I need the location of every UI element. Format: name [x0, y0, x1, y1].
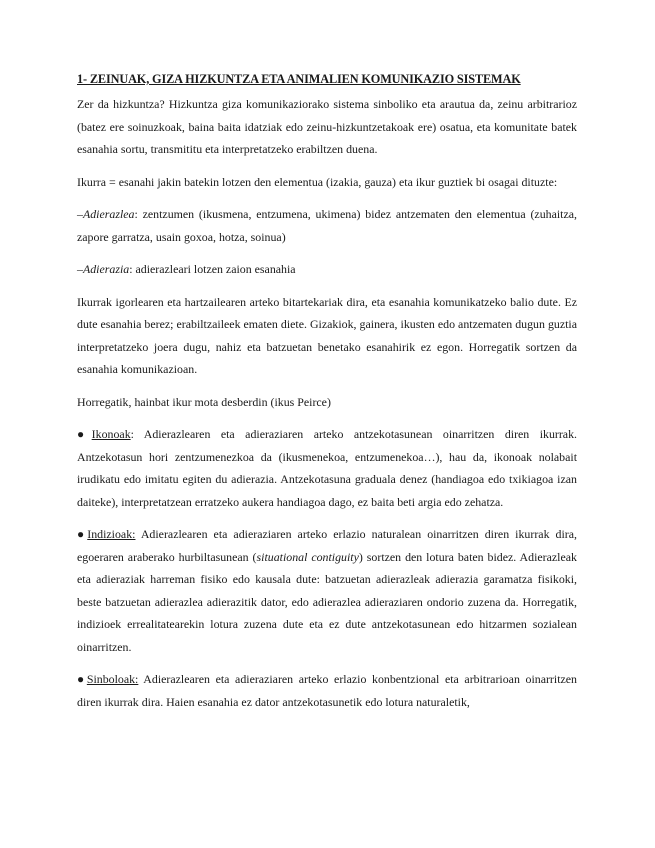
- indizioak-paragraph: [77, 523, 577, 658]
- intro-paragraph: Zer da hizkuntza? Hizkuntza giza komunikaziorako sistema sinboliko eta arautua da, zeinu arbitrarioz (batez ere soinuzkoak, baina baita idatziak edo zeinu-hizkuntzetakoak ere) osatua, eta komunitate batek esanahia sortu, transmititu eta interpretatzeko erabiltzen duena.: [77, 97, 577, 156]
- sinboloak-paragraph: [77, 668, 577, 713]
- ikonoak-term: Ikonoak: [91, 427, 131, 441]
- bullet-icon: ●: [77, 672, 87, 686]
- horregatik-paragraph: Horregatik, hainbat ikur mota desberdin (ikus Peirce): [77, 394, 331, 409]
- adierazlea-paragraph: [77, 203, 577, 248]
- ikonoak-text: : Adierazlearen eta adieraziaren arteko antzekotasunean oinarritzen diren ikurrak. Antzekotasun hori zentzumenezkoa da (ikusmenekoa, entzumenekoa…), hau da, ikonoak nolabait irudikatu edo imitatu egiten du adierazia. Antzekotasuna graduala denez (handiagoa edo txikiagoa izan daiteke), interpretatzean erratzeko aukera handiagoa dago, ez baita beti argia edo zehatza.: [77, 427, 578, 509]
- bullet-icon: ●: [77, 527, 88, 541]
- dash-marker: –: [77, 207, 83, 221]
- document-page: [77, 72, 577, 713]
- bullet-icon: ●: [77, 427, 92, 441]
- sinboloak-term: Sinboloak:: [86, 672, 139, 686]
- adierazia-text: : adierazleari lotzen zaion esanahia: [129, 262, 296, 276]
- ikurrak-paragraph: Ikurrak igorlearen eta hartzailearen arteko bitartekariak dira, eta esanahia komunikatzeko balio dute. Ez dute esanahia berez; erabiltzaileek ematen diete. Gizakiok, gainera, ikusten edo antzematen dugun guztia interpretatzeko joera dugu, nahiz eta batzuetan benetako esanahirik ez egon. Horregatik sortzen da esanahia komunikazioan.: [77, 294, 577, 376]
- sinboloak-text: Adierazlearen eta adieraziaren arteko erlazio konbentzional eta arbitrarioan oinarritzen diren ikurrak dira. Haien esanahia ez dator antzekotasunetik edo lotura naturaletik,: [77, 672, 577, 709]
- adierazlea-term: Adierazlea: [82, 207, 135, 221]
- section-heading: 1- ZEINUAK, GIZA HIZKUNTZA ETA ANIMALIEN KOMUNIKAZIO SISTEMAK: [77, 72, 521, 86]
- ikurra-definition: Ikurra = esanahi jakin batekin lotzen den elementua (izakia, gauza) eta ikur guztiek bi osagai dituzte:: [77, 174, 558, 189]
- adierazlea-text: : zentzumen (ikusmena, entzumena, ukimena) bidez antzematen den elementua (zuhaitza, zapore garratza, usain goxoa, hotza, soinua): [77, 207, 577, 244]
- indizioak-italic: situational contiguity: [256, 549, 359, 564]
- indizioak-text-b: ) sortzen den lotura baten bidez. Adierazleak eta adieraziak harreman fisiko edo kausala dute: batzuetan adierazleak adierazia garamatza fisikoki, beste batzuetan adierazlea adierazitik dator, edo adierazlea adieraziaren ondorio zuzena da. Horregatik, indizioek errealitatearekin lotura zuzena dute eta ez dute antzekotasunean edo hitzarmen sozialean oinarritzen.: [77, 549, 577, 654]
- indizioak-text-a: Adierazlearen eta adieraziaren arteko erlazio naturalean oinarritzen diren ikurrak dira, egoeraren araberako hurbiltasunean (: [77, 527, 577, 564]
- adierazia-term: Adierazia: [82, 262, 130, 276]
- dash-marker: –: [77, 262, 83, 276]
- ikonoak-paragraph: [77, 423, 577, 513]
- indizioak-term: Indizioak:: [87, 527, 136, 541]
- adierazia-paragraph: [77, 258, 577, 281]
